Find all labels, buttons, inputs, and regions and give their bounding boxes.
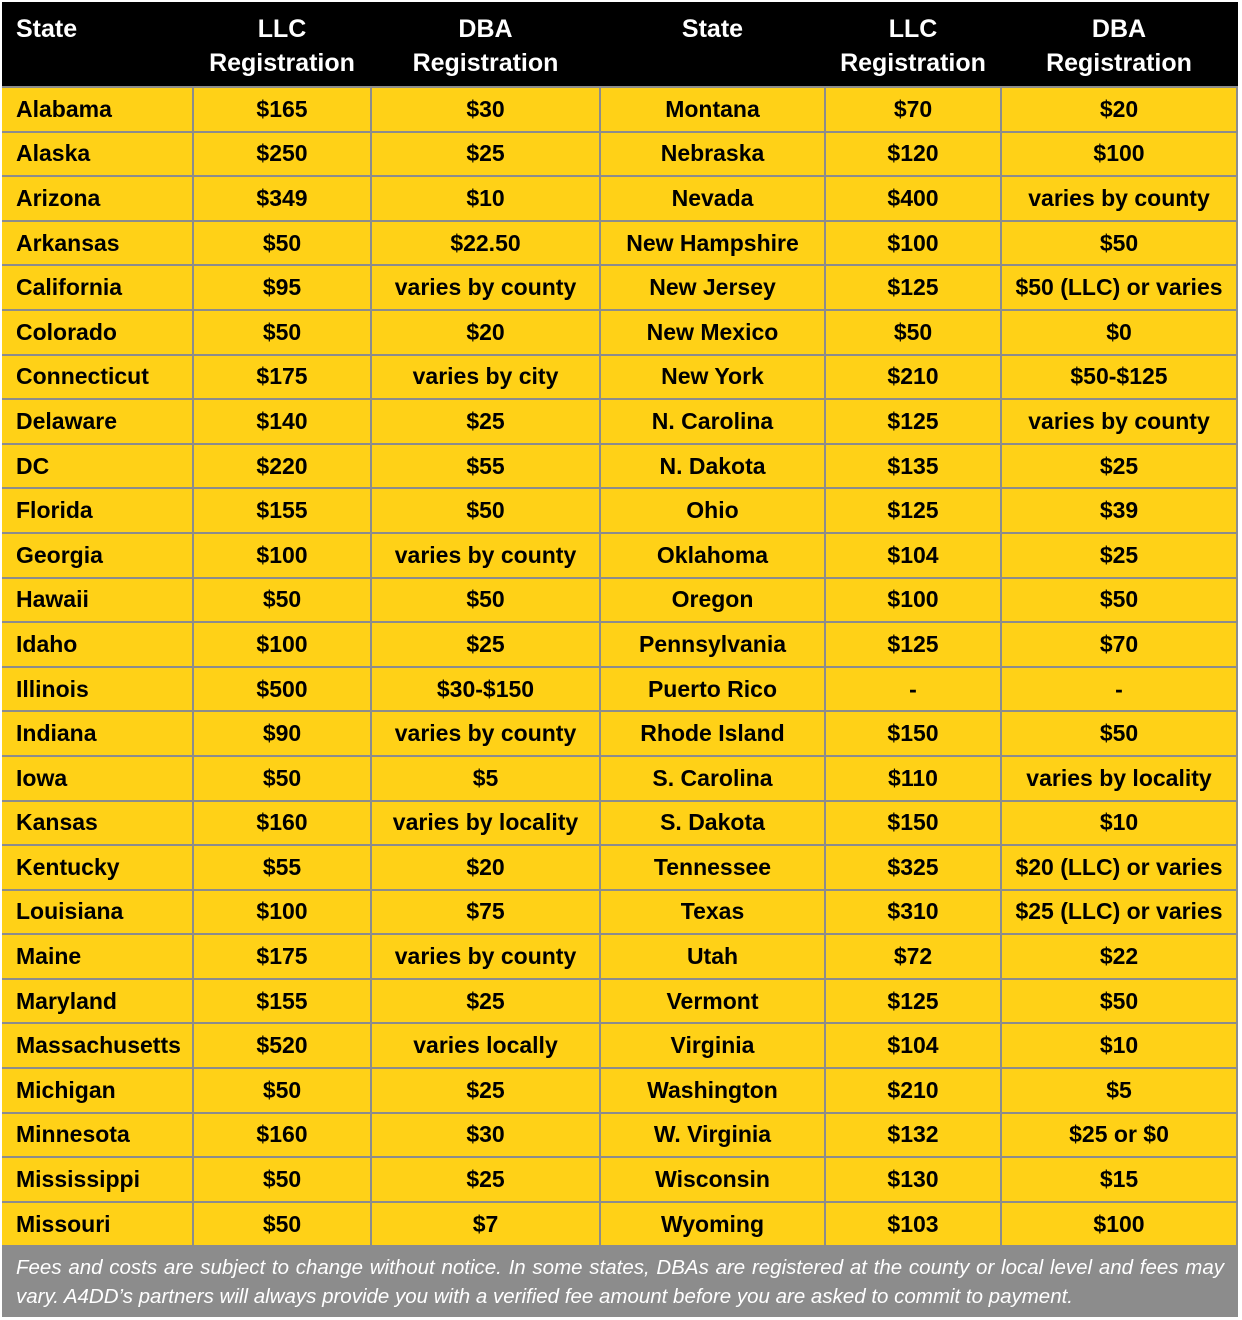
state-cell: Delaware: [2, 400, 192, 443]
llc-fee-cell: -: [826, 668, 1000, 711]
llc-fee-cell: $125: [826, 400, 1000, 443]
llc-fee-cell: $135: [826, 445, 1000, 488]
dba-fee-cell: $50: [372, 489, 599, 532]
state-cell: New Jersey: [601, 266, 824, 309]
dba-fee-cell: $7: [372, 1203, 599, 1246]
state-cell: Louisiana: [2, 891, 192, 934]
dba-fee-cell: $50-$125: [1002, 356, 1236, 399]
dba-fee-cell: $70: [1002, 623, 1236, 666]
state-cell: Kansas: [2, 802, 192, 845]
state-cell: N. Carolina: [601, 400, 824, 443]
llc-fee-cell: $325: [826, 846, 1000, 889]
header-dba-registration: [372, 2, 599, 86]
dba-fee-cell: $10: [1002, 802, 1236, 845]
state-cell: Puerto Rico: [601, 668, 824, 711]
dba-fee-cell: varies locally: [372, 1024, 599, 1067]
llc-fee-cell: $50: [194, 1158, 370, 1201]
state-cell: Arizona: [2, 177, 192, 220]
dba-fee-cell: varies by county: [1002, 400, 1236, 443]
llc-fee-cell: $120: [826, 133, 1000, 176]
state-cell: Hawaii: [2, 579, 192, 622]
header-label: LLC: [257, 15, 307, 43]
dba-fee-cell: $20 (LLC) or varies: [1002, 846, 1236, 889]
dba-fee-cell: $25: [372, 980, 599, 1023]
dba-fee-cell: $20: [1002, 88, 1236, 131]
state-cell: Vermont: [601, 980, 824, 1023]
llc-fee-cell: $72: [826, 935, 1000, 978]
dba-fee-cell: $25: [372, 1069, 599, 1112]
dba-fee-cell: varies by county: [372, 534, 599, 577]
state-cell: Illinois: [2, 668, 192, 711]
llc-fee-cell: $150: [826, 712, 1000, 755]
header-state: [2, 2, 192, 86]
llc-fee-cell: $90: [194, 712, 370, 755]
state-cell: Arkansas: [2, 222, 192, 265]
dba-fee-cell: varies by county: [372, 712, 599, 755]
llc-fee-cell: $349: [194, 177, 370, 220]
state-cell: Georgia: [2, 534, 192, 577]
state-cell: Maryland: [2, 980, 192, 1023]
dba-fee-cell: $0: [1002, 311, 1236, 354]
state-cell: Wyoming: [601, 1203, 824, 1246]
state-cell: Alabama: [2, 88, 192, 131]
llc-fee-cell: $210: [826, 356, 1000, 399]
state-cell: N. Dakota: [601, 445, 824, 488]
header-llc-registration-2: [826, 2, 1000, 86]
dba-fee-cell: varies by county: [372, 935, 599, 978]
state-cell: Wisconsin: [601, 1158, 824, 1201]
dba-fee-cell: $100: [1002, 133, 1236, 176]
table-body: [2, 88, 1238, 1248]
dba-fee-cell: $25 or $0: [1002, 1114, 1236, 1157]
state-cell: S. Dakota: [601, 802, 824, 845]
state-cell: Colorado: [2, 311, 192, 354]
dba-fee-cell: varies by city: [372, 356, 599, 399]
state-cell: Virginia: [601, 1024, 824, 1067]
header-llc-registration: [194, 2, 370, 86]
llc-fee-cell: $55: [194, 846, 370, 889]
llc-fee-cell: $310: [826, 891, 1000, 934]
dba-fee-cell: $22: [1002, 935, 1236, 978]
state-cell: Indiana: [2, 712, 192, 755]
state-cell: Rhode Island: [601, 712, 824, 755]
header-label: State: [16, 15, 78, 43]
dba-fee-cell: $50: [1002, 712, 1236, 755]
dba-fee-cell: $25: [372, 400, 599, 443]
llc-fee-cell: $103: [826, 1203, 1000, 1246]
state-cell: Ohio: [601, 489, 824, 532]
llc-fee-cell: $70: [826, 88, 1000, 131]
state-cell: Pennsylvania: [601, 623, 824, 666]
llc-fee-cell: $50: [826, 311, 1000, 354]
llc-fee-cell: $175: [194, 935, 370, 978]
llc-fee-cell: $250: [194, 133, 370, 176]
llc-fee-cell: $210: [826, 1069, 1000, 1112]
llc-fee-cell: $140: [194, 400, 370, 443]
state-cell: Minnesota: [2, 1114, 192, 1157]
llc-fee-cell: $100: [194, 534, 370, 577]
state-cell: Nebraska: [601, 133, 824, 176]
state-cell: Nevada: [601, 177, 824, 220]
header-state-2: [601, 2, 824, 86]
llc-fee-cell: $50: [194, 757, 370, 800]
dba-fee-cell: $50: [1002, 980, 1236, 1023]
llc-fee-cell: $175: [194, 356, 370, 399]
state-cell: New York: [601, 356, 824, 399]
llc-fee-cell: $125: [826, 623, 1000, 666]
header-label: Registration: [412, 49, 559, 77]
dba-fee-cell: $25: [1002, 534, 1236, 577]
state-cell: Utah: [601, 935, 824, 978]
dba-fee-cell: -: [1002, 668, 1236, 711]
dba-fee-cell: $10: [1002, 1024, 1236, 1067]
dba-fee-cell: $50: [372, 579, 599, 622]
state-cell: Tennessee: [601, 846, 824, 889]
dba-fee-cell: $10: [372, 177, 599, 220]
header-label: State: [681, 15, 744, 43]
llc-fee-cell: $400: [826, 177, 1000, 220]
llc-fee-cell: $165: [194, 88, 370, 131]
header-label: Registration: [1046, 49, 1192, 77]
state-cell: Idaho: [2, 623, 192, 666]
dba-fee-cell: $5: [1002, 1069, 1236, 1112]
dba-fee-cell: $20: [372, 311, 599, 354]
state-cell: Texas: [601, 891, 824, 934]
state-cell: Missouri: [2, 1203, 192, 1246]
dba-fee-cell: $25: [372, 1158, 599, 1201]
llc-fee-cell: $50: [194, 1069, 370, 1112]
state-cell: Maine: [2, 935, 192, 978]
dba-fee-cell: $22.50: [372, 222, 599, 265]
dba-fee-cell: $25: [372, 133, 599, 176]
dba-fee-cell: $30: [372, 88, 599, 131]
state-cell: New Hampshire: [601, 222, 824, 265]
fee-table: [2, 2, 1238, 1317]
llc-fee-cell: $500: [194, 668, 370, 711]
state-cell: Michigan: [2, 1069, 192, 1112]
dba-fee-cell: varies by county: [1002, 177, 1236, 220]
dba-fee-cell: $20: [372, 846, 599, 889]
dba-fee-cell: $50 (LLC) or varies: [1002, 266, 1236, 309]
header-label: DBA: [1091, 15, 1147, 43]
llc-fee-cell: $110: [826, 757, 1000, 800]
llc-fee-cell: $132: [826, 1114, 1000, 1157]
state-cell: Washington: [601, 1069, 824, 1112]
header-label: Registration: [840, 49, 986, 77]
state-cell: Mississippi: [2, 1158, 192, 1201]
llc-fee-cell: $95: [194, 266, 370, 309]
dba-fee-cell: $25 (LLC) or varies: [1002, 891, 1236, 934]
llc-fee-cell: $130: [826, 1158, 1000, 1201]
dba-fee-cell: $30-$150: [372, 668, 599, 711]
llc-fee-cell: $50: [194, 311, 370, 354]
llc-fee-cell: $125: [826, 980, 1000, 1023]
dba-fee-cell: $55: [372, 445, 599, 488]
llc-fee-cell: $160: [194, 802, 370, 845]
state-cell: New Mexico: [601, 311, 824, 354]
header-dba-registration-2: [1002, 2, 1236, 86]
state-cell: California: [2, 266, 192, 309]
llc-fee-cell: $50: [194, 1203, 370, 1246]
dba-fee-cell: $25: [372, 623, 599, 666]
table-header: [2, 2, 1238, 86]
dba-fee-cell: $25: [1002, 445, 1236, 488]
dba-fee-cell: $5: [372, 757, 599, 800]
state-cell: Kentucky: [2, 846, 192, 889]
llc-fee-cell: $125: [826, 266, 1000, 309]
llc-fee-cell: $155: [194, 489, 370, 532]
dba-fee-cell: $30: [372, 1114, 599, 1157]
state-cell: Oregon: [601, 579, 824, 622]
llc-fee-cell: $100: [826, 222, 1000, 265]
llc-fee-cell: $50: [194, 579, 370, 622]
llc-fee-cell: $104: [826, 534, 1000, 577]
state-cell: Florida: [2, 489, 192, 532]
llc-fee-cell: $160: [194, 1114, 370, 1157]
header-label: DBA: [458, 15, 513, 43]
dba-fee-cell: $50: [1002, 579, 1236, 622]
header-label: LLC: [888, 15, 938, 43]
dba-fee-cell: $39: [1002, 489, 1236, 532]
state-cell: Connecticut: [2, 356, 192, 399]
llc-fee-cell: $220: [194, 445, 370, 488]
state-cell: S. Carolina: [601, 757, 824, 800]
llc-fee-cell: $150: [826, 802, 1000, 845]
state-cell: DC: [2, 445, 192, 488]
state-cell: Iowa: [2, 757, 192, 800]
llc-fee-cell: $520: [194, 1024, 370, 1067]
dba-fee-cell: $100: [1002, 1203, 1236, 1246]
state-cell: W. Virginia: [601, 1114, 824, 1157]
llc-fee-cell: $100: [826, 579, 1000, 622]
dba-fee-cell: $50: [1002, 222, 1236, 265]
state-cell: Montana: [601, 88, 824, 131]
header-label: Registration: [209, 49, 355, 77]
state-cell: Massachusetts: [2, 1024, 192, 1067]
dba-fee-cell: $15: [1002, 1158, 1236, 1201]
llc-fee-cell: $100: [194, 623, 370, 666]
llc-fee-cell: $125: [826, 489, 1000, 532]
state-cell: Oklahoma: [601, 534, 824, 577]
llc-fee-cell: $155: [194, 980, 370, 1023]
footer-note: Fees and costs are subject to change without notice. In some states, DBAs are registered at the county or local level and fees may vary. A4DD’s partners will always provide you with a verified fee amount before you are asked to commit to payment.: [2, 1248, 1238, 1317]
dba-fee-cell: varies by locality: [1002, 757, 1236, 800]
dba-fee-cell: varies by county: [372, 266, 599, 309]
dba-fee-cell: $75: [372, 891, 599, 934]
llc-fee-cell: $50: [194, 222, 370, 265]
dba-fee-cell: varies by locality: [372, 802, 599, 845]
llc-fee-cell: $100: [194, 891, 370, 934]
llc-fee-cell: $104: [826, 1024, 1000, 1067]
state-cell: Alaska: [2, 133, 192, 176]
